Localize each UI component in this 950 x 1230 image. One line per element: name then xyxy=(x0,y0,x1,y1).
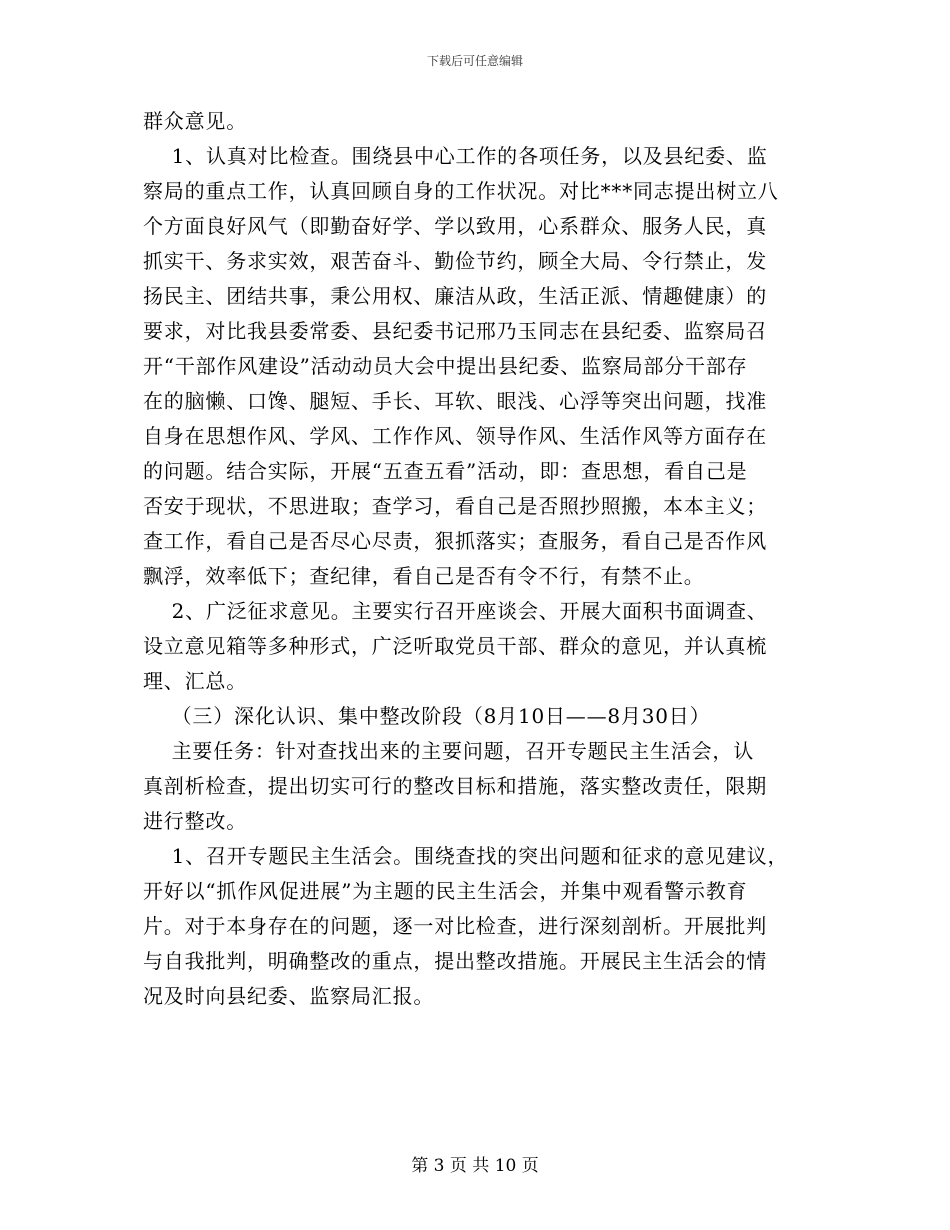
text-line: 理、汇总。 xyxy=(143,669,247,693)
text-line: 进行整改。 xyxy=(143,809,247,833)
text-line: 开“干部作风建设”活动动员大会中提出县纪委、监察局部分干部存 xyxy=(143,354,748,378)
text-line: 与自我批判，明确整改的重点，提出整改措施。开展民主生活会的情 xyxy=(143,949,767,973)
page-header: 下载后可任意编辑 xyxy=(426,54,523,68)
text-line: 1、认真对比检查。围绕县中心工作的各项任务，以及县纪委、监 xyxy=(143,144,768,168)
text-line: 的问题。结合实际，开展“五查五看”活动，即：查思想，看自己是 xyxy=(143,459,748,483)
text-line: 主要任务：针对查找出来的主要问题，召开专题民主生活会，认 xyxy=(143,739,755,763)
text-line: 察局的重点工作，认真回顾自身的工作状况。对比***同志提出树立八 xyxy=(143,179,779,203)
page-footer: 第 3 页 共 10 页 xyxy=(411,1156,539,1176)
text-line: 要求，对比我县委常委、县纪委书记邢乃玉同志在县纪委、监察局召 xyxy=(143,319,767,343)
document-body xyxy=(143,104,823,1014)
text-line: 抓实干、务求实效，艰苦奋斗、勤俭节约，顾全大局、令行禁止，发 xyxy=(143,249,767,273)
text-line: 扬民主、团结共事，秉公用权、廉洁从政，生活正派、情趣健康）的 xyxy=(143,284,767,308)
text-line: 设立意见箱等多种形式，广泛听取党员干部、群众的意见，并认真梳 xyxy=(143,634,767,658)
text-line: 群众意见。 xyxy=(143,109,247,133)
section-heading: （三）深化认识、集中整改阶段（8月10日——8月30日） xyxy=(143,704,711,728)
text-line: 开好以“抓作风促进展”为主题的民主生活会，并集中观看警示教育 xyxy=(143,879,748,903)
text-line: 况及时向县纪委、监察局汇报。 xyxy=(143,984,435,1008)
text-line: 真剖析检查，提出切实可行的整改目标和措施，落实整改责任，限期 xyxy=(143,774,767,798)
text-line: 否安于现状，不思进取；查学习，看自己是否照抄照搬，本本主义； xyxy=(143,494,767,518)
text-line: 查工作，看自己是否尽心尽责，狠抓落实；查服务，看自己是否作风 xyxy=(143,529,767,553)
text-line: 2、广泛征求意见。主要实行召开座谈会、开展大面积书面调查、 xyxy=(143,599,768,623)
text-line: 片。对于本身存在的问题，逐一对比检查，进行深刻剖析。开展批判 xyxy=(143,914,767,938)
text-line: 自身在思想作风、学风、工作作风、领导作风、生活作风等方面存在 xyxy=(143,424,767,448)
text-line: 飘浮，效率低下；查纪律，看自己是否有令不行，有禁不止。 xyxy=(143,564,705,588)
text-line: 个方面良好风气（即勤奋好学、学以致用，心系群众、服务人民，真 xyxy=(143,214,767,238)
text-line: 1、召开专题民主生活会。围绕查找的突出问题和征求的意见建议， xyxy=(143,844,789,868)
text-line: 在的脑懒、口馋、腿短、手长、耳软、眼浅、心浮等突出问题，找准 xyxy=(143,389,767,413)
